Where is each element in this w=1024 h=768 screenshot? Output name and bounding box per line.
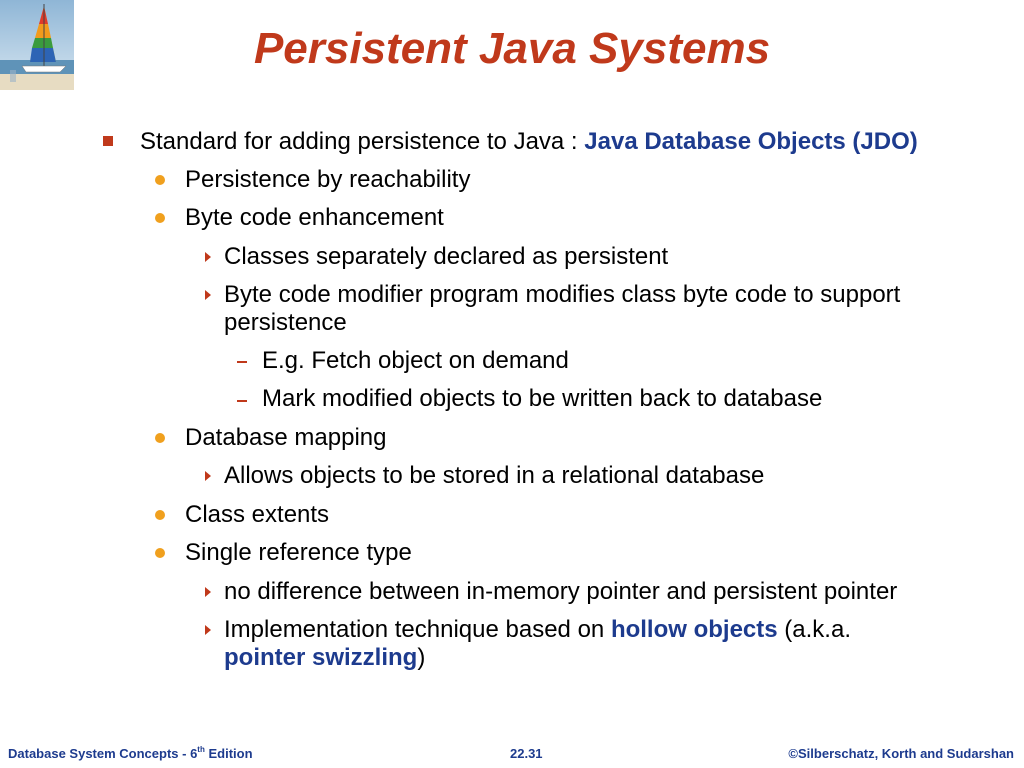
bullet-mark: Mark modified objects to be written back to database <box>262 385 823 412</box>
triangle-bullet-icon <box>205 252 211 262</box>
square-bullet-icon <box>103 136 113 146</box>
footer-copyright: ©Silberschatz, Korth and Sudarshan <box>788 746 1014 761</box>
footer-superscript: th <box>197 745 205 754</box>
triangle-bullet-icon <box>205 471 211 481</box>
bullet-modifier-line2: persistence <box>224 309 347 336</box>
footer-page-number: 22.31 <box>510 746 543 761</box>
bullet-classes: Classes separately declared as persistent <box>224 243 669 270</box>
triangle-bullet-icon <box>205 587 211 597</box>
bullet-level1-jdo <box>140 128 918 156</box>
bullet-text: (a.k.a. <box>777 616 851 643</box>
footer-edition-text: Edition <box>204 746 253 761</box>
dot-bullet-icon <box>155 175 165 185</box>
bullet-reachability: Persistence by reachability <box>185 166 471 193</box>
footer-book-title <box>8 746 253 761</box>
footer-book-text: Database System Concepts - 6 <box>8 746 198 761</box>
dash-bullet-icon <box>237 361 247 363</box>
triangle-bullet-icon <box>205 625 211 635</box>
bullet-implementation-line2 <box>224 644 425 672</box>
bullet-extents: Class extents <box>185 501 330 528</box>
bullet-single-reference: Single reference type <box>185 539 412 566</box>
bullet-allows: Allows objects to be stored in a relational database <box>224 462 765 489</box>
highlight-jdo: Java Database Objects (JDO) <box>584 128 918 155</box>
bullet-modifier-line1: Byte code modifier program modifies class byte code to support <box>224 281 901 308</box>
bullet-no-difference: no difference between in-memory pointer and persistent pointer <box>224 578 898 605</box>
dot-bullet-icon <box>155 433 165 443</box>
bullet-text: Implementation technique based on <box>224 616 611 643</box>
slide-title: Persistent Java Systems <box>253 24 771 73</box>
bullet-mapping: Database mapping <box>185 424 387 451</box>
bullet-fetch: E.g. Fetch object on demand <box>262 347 569 374</box>
dash-bullet-icon <box>237 400 247 402</box>
dot-bullet-icon <box>155 510 165 520</box>
triangle-bullet-icon <box>205 290 211 300</box>
highlight-pointer-swizzling: pointer swizzling <box>224 644 418 671</box>
highlight-hollow-objects: hollow objects <box>610 616 778 643</box>
dot-bullet-icon <box>155 213 165 223</box>
bullet-text: Standard for adding persistence to Java : <box>140 128 585 155</box>
bullet-bytecode: Byte code enhancement <box>185 204 444 231</box>
bullet-implementation-line1 <box>224 616 851 644</box>
dot-bullet-icon <box>155 548 165 558</box>
bullet-text: ) <box>417 644 426 671</box>
